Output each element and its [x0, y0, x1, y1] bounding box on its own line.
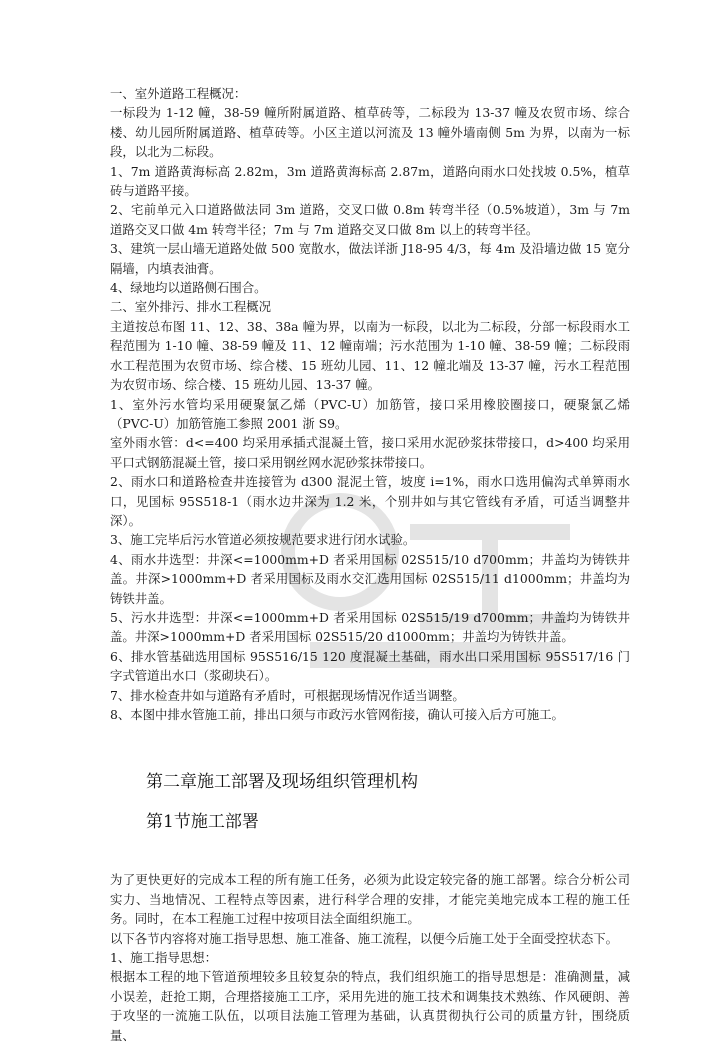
part2-body — [110, 870, 630, 1045]
section-title: 第1节施工部署 — [146, 812, 259, 833]
paragraph: 4、雨水井选型：井深<=1000mm+D 者采用国标 02S515/10 d700mm；井盖均为铸铁井盖。井深>1000mm+D 者采用国标及雨水交汇选用国标 02S515/11 d1000mm；井盖均为铸铁井盖。 — [110, 551, 630, 606]
paragraph: 以下各节内容将对施工指导思想、施工准备、施工流程，以便今后施工处于全面受控状态下。 — [110, 930, 619, 946]
paragraph: 为了更快更好的完成本工程的所有施工任务，必须为此设定较完备的施工部署。综合分析公司实力、当地情况、工程特点等因素，进行科学合理的安排，才能完美地完成本工程的施工任务。同时，在本工程施工过程中按项目法全面组织施工。 — [110, 872, 630, 927]
paragraph: 7、排水检查井如与道路有矛盾时，可根据现场情况作适当调整。 — [110, 687, 465, 703]
paragraph: 3、建筑一层山墙无道路处做 500 宽散水，做法详浙 J18-95 4/3，每 4m 及沿墙边做 15 宽分隔墙，内填表油膏。 — [110, 241, 630, 276]
paragraph: 室外雨水管：d<=400 均采用承插式混凝土管，接口采用水泥砂浆抹带接口，d>400 均采用平口式钢筋混凝土管，接口采用钢丝网水泥砂浆抹带接口。 — [110, 435, 630, 470]
paragraph: 5、污水井选型：井深<=1000mm+D 者采用国标 02S515/19 d700mm；井盖均为铸铁井盖。井深>1000mm+D 者采用国标 02S515/20 d1000mm；井盖均为铸铁井盖。 — [110, 609, 630, 645]
paragraph: 二、室外排污、排水工程概况 — [110, 299, 272, 315]
paragraph: 1、施工指导思想： — [110, 950, 218, 966]
paragraph: 一标段为 1-12 幢，38-59 幢所附属道路、植草砖等，二标段为 13-37 幢及农贸市场、综合楼、幼儿园所附属道路、植草砖等。小区主道以河流及 13 幢外墙南侧 5m 为界，以南为一标段，以北为二标段。 — [110, 105, 630, 160]
chapter-title: 第二章施工部署及现场组织管理机构 — [146, 772, 418, 793]
paragraph: 2、雨水口和道路检查井连接管为 d300 混泥土管，坡度 i=1%，雨水口选用偏沟式单箅雨水口，见国标 95S518-1（雨水边井深为 1.2 米，个别井如与其它管线有矛盾，可适当调整井深）。 — [110, 474, 630, 528]
paragraph: 1、室外污水管均采用硬聚氯乙烯（PVC-U）加筋管，接口采用橡胶圈接口，硬聚氯乙烯（PVC-U）加筋管施工参照 2001 浙 S9。 — [110, 396, 630, 431]
paragraph: 主道按总布图 11、12、38、38a 幢为界，以南为一标段，以北为二标段，分部一标段雨水工程范围为 1-10 幢、38-59 幢及 11、12 幢南端；污水范围为 1-10 幢、38-59 幢；二标段雨水工程范围为农贸市场、综合楼、15 班幼儿园、11、12 幢北端及 13-37 幢，污水工程范围为农贸市场、综合楼、15 班幼儿园、13-37 幢。 — [110, 318, 630, 393]
document-page — [110, 84, 630, 1045]
paragraph: 1、7m 道路黄海标高 2.82m，3m 道路黄海标高 2.87m，道路向雨水口处找坡 0.5%，植草砖与道路平接。 — [110, 163, 630, 199]
paragraph: 3、施工完毕后污水管道必须按规范要求进行闭水试验。 — [110, 532, 416, 548]
paragraph: 2、宅前单元入口道路做法同 3m 道路，交叉口做 0.8m 转弯半径（0.5%坡道），3m 与 7m 道路交叉口做 4m 转弯半径；7m 与 7m 道路交叉口做 8m 以上的转弯半径。 — [110, 202, 630, 237]
paragraph: 6、排水管基础选用国标 95S516/15 120 度混凝土基础，雨水出口采用国标 95S517/16 门字式管道出水口（浆砌块石）。 — [110, 648, 630, 684]
paragraph: 4、绿地均以道路侧石围合。 — [110, 280, 267, 296]
paragraph: 根据本工程的地下管道预埋较多且较复杂的特点，我们组织施工的指导思想是：准确测量，减小误差，赶抢工期，合理搭接施工工序，采用先进的施工技术和调集技术熟练、作风硬朗、善于攻坚的一流施工队伍，以项目法施工管理为基础，认真贯彻执行公司的质量方针，围绕质量、 — [110, 969, 630, 1043]
paragraph: 8、本图中排水管施工前，排出口须与市政污水管网衔接，确认可接入后方可施工。 — [110, 707, 564, 722]
paragraph: 一、室外道路工程概况： — [110, 86, 247, 101]
part1-body — [110, 84, 630, 724]
